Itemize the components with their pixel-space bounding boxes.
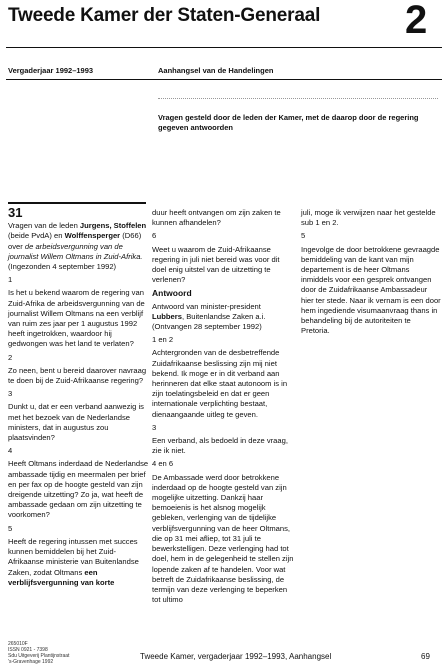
question-text: Weet u waarom de Zuid-Afrikaanse regering in juli niet bereid was voor dit doel enig uitstel van de uitzetting te verlenen?	[152, 244, 280, 285]
session-year: Vergaderjaar 1992–1993	[8, 66, 94, 75]
question-text	[8, 537, 150, 588]
question-text: Zo neen, bent u bereid daarover navraag te doen bij de Zuid-Afrikaanse regering?	[8, 365, 147, 386]
member-names: Jurgens, Stoffelen	[79, 221, 147, 231]
question-intro: Vragen van de leden	[8, 221, 80, 231]
item-number: 4	[8, 446, 13, 456]
column-1	[8, 205, 150, 591]
item-number: 5	[8, 523, 13, 533]
item-number: 3	[152, 422, 157, 432]
question-header	[8, 221, 150, 272]
answer-intro: , Buitenlandse Zaken a.i. (Ontvangen 28 september 1992)	[152, 311, 266, 332]
member-name: Wolffensperger	[64, 231, 121, 241]
imprint-line: ISSN 0921 - 7398	[8, 647, 48, 653]
section-name: Aanhangsel van de Handelingen	[158, 66, 274, 75]
answer-text: juli, moge ik verwijzen naar het gestelde sub 1 en 2.	[301, 208, 436, 228]
item-number: 4 en 6	[152, 459, 174, 469]
imprint-line: Sdu Uitgeverij Plantijnstraat	[8, 653, 70, 659]
answer-text: De Ambassade werd door betrokkene inderdaad op de hoogte gesteld van zijn mogelijke uitzetting. Dankzij haar bemoeienis is het alsnog mogelijk gebleken, verlenging van de tijdelijke verblijfsvergunning van de heer Oltmans, die op 31 mei afliep, tot 31 juli te bewerkstelligen. Deze verlenging had tot doel, hem in de gelegenheid te stellen zijn lopende zaken af te handelen. Voor wat betreft de Zuidafrikaanse beslissing, de termijn van deze verlenging te beperken tot ultimo	[152, 472, 294, 605]
intro-heading: Vragen gesteld door de leden der Kamer, met de daarop door de regering gegeven antwoorden	[158, 113, 419, 132]
item-number: 3	[8, 389, 13, 399]
item-number: 1 en 2	[152, 335, 174, 345]
imprint-line: 's-Gravenhage 1992	[8, 659, 54, 665]
column-3	[301, 208, 441, 339]
question-intro: (beide PvdA) en	[8, 231, 65, 241]
minister-name: Lubbers	[152, 311, 182, 321]
imprint-line: 265010F	[8, 641, 28, 647]
answer-text: Ingevolge de door betrokkene gevraagde bemiddeling van de kant van mijn departement is de heer Oltmans inmiddels voor een gesprek ontvangen door de Zuidafrikaanse Ambassadeur hier ter stede. Naar ik vernam is een door hem ingediende visumaanvraag thans in behandeling bij de autoriteiten te Pretoria.	[301, 244, 441, 336]
dotted-divider	[158, 98, 438, 99]
item-number: 6	[152, 231, 157, 241]
answer-intro: Antwoord van minister-president	[152, 301, 261, 311]
item-number: 5	[301, 231, 306, 241]
meta-rule	[6, 79, 442, 80]
column-2	[152, 208, 294, 608]
question-text-part: Heeft de regering intussen met succes kunnen bemiddelen bij het Zuid-Afrikaanse ministerie van Buitenlandse Zaken, zodat Oltmans	[8, 536, 139, 577]
question-topic: de arbeidsvergunning van de journalist Willem Oltmans in Zuid-Afrika.	[8, 241, 143, 261]
item-number: 1	[8, 275, 13, 285]
section-number: 2	[405, 0, 428, 42]
answer-text: Achtergronden van de desbetreffende Zuidafrikaanse beslissing zijn mij niet bekend. Ik moge er in dit verband aan herinneren dat elke staat autonoom is in zijn toelatingsbeleid en dat er geen internationale verplichting bestaat, dienaangaande uitleg te geven.	[152, 348, 288, 419]
imprint	[8, 641, 69, 665]
question-date: (Ingezonden 4 september 1992)	[8, 262, 117, 272]
running-footer: Tweede Kamer, vergaderjaar 1992–1993, Aanhangsel	[140, 652, 332, 661]
page-number: 69	[421, 652, 430, 661]
question-text: Heeft Oltmans inderdaad de Nederlandse ambassade tijdig en meermalen per brief en per fax op de hoogte gesteld van zijn dreigende uitzetting? Zo ja, wat heeft de ambassade gedaan om zijn uitzetting te voorkomen?	[8, 459, 149, 520]
item-number: 2	[8, 352, 13, 362]
question-text: Dunkt u, dat er een verband aanwezig is met het bezoek van de Nederlandse ministers, dat in augustus zou plaatsvinden?	[8, 402, 144, 443]
answer-header	[152, 302, 294, 333]
question-text-bold: een verblijfsvergunning van korte	[8, 567, 115, 587]
publication-title: Tweede Kamer der Staten-Generaal	[8, 5, 321, 26]
question-intro: (D66) over	[8, 231, 142, 251]
answer-text: Een verband, als bedoeld in deze vraag, zie ik niet.	[152, 436, 288, 456]
question-number: 31	[8, 205, 23, 220]
question-text: duur heeft ontvangen om zijn zaken te kunnen afhandelen?	[152, 208, 281, 228]
question-text: Is het u bekend waarom de regering van Zuid-Afrika de arbeidsvergunning van de journalist Willem Oltmans na een verblijf van ruim zes jaar per 1 augustus 1992 heeft ingetrokken, waardoor hij gedwongen was het land te verlaten?	[8, 288, 145, 349]
header-rule	[6, 47, 442, 48]
answer-heading: Antwoord	[152, 288, 192, 299]
question-bar	[8, 202, 146, 204]
